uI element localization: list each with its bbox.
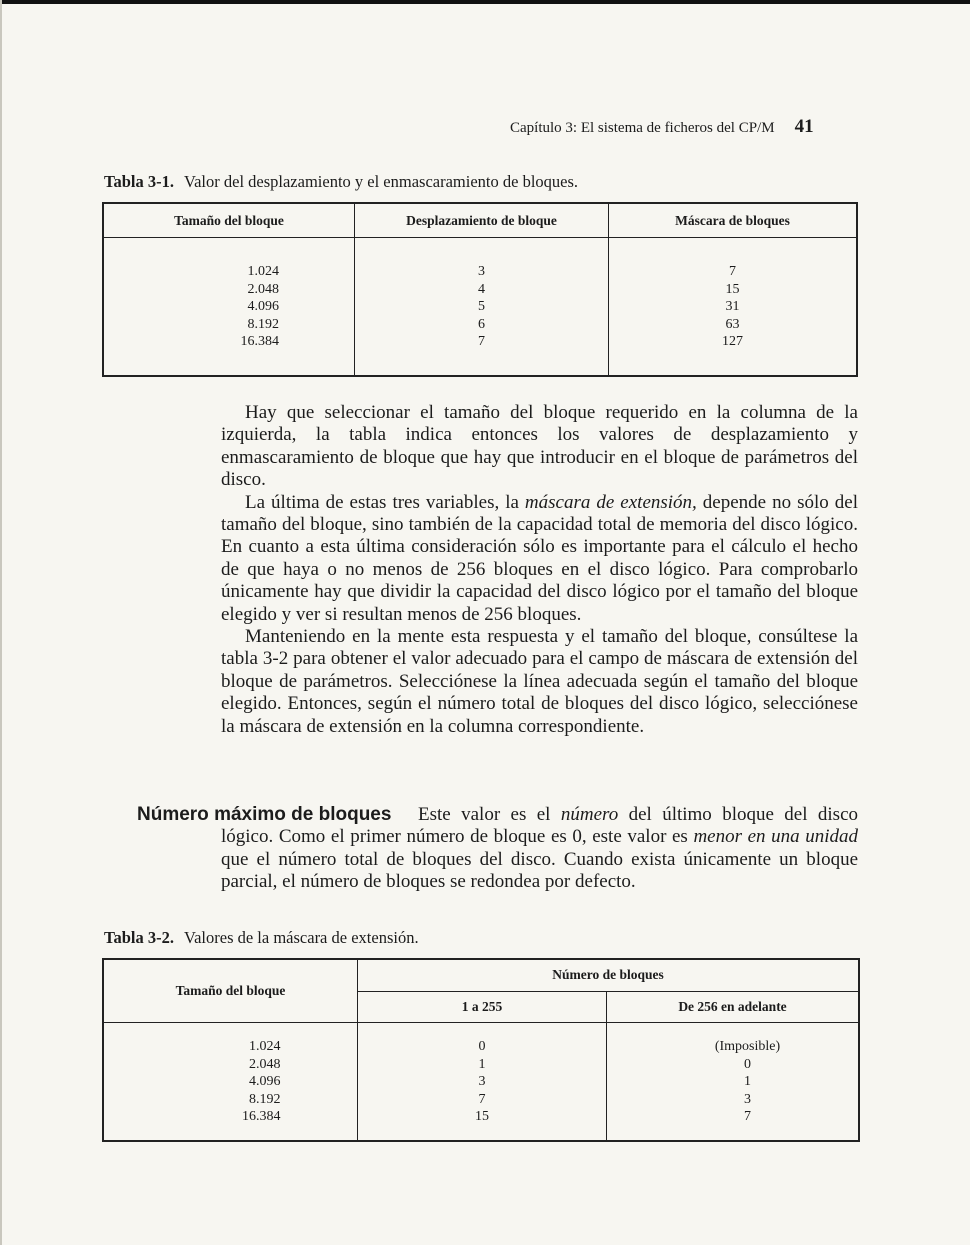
table1-value: 1.024 bbox=[247, 264, 279, 279]
table2-value: 8.192 bbox=[249, 1091, 281, 1107]
table1-title: Valor del desplazamiento y el enmascaramiento de bloques. bbox=[184, 172, 579, 191]
table1-value: 7 bbox=[478, 334, 485, 349]
table2-value: 2.048 bbox=[249, 1056, 281, 1072]
section-text: que el número total de bloques del disco. Cuando exista únicamente un bloque parcial, el número de bloques se redondea por defecto. bbox=[221, 848, 858, 893]
table2-value: 1 bbox=[478, 1056, 486, 1072]
table1-label: Tabla 3-1. bbox=[104, 172, 174, 191]
section-text: del último bloque del disco lógico. Como el primer número de bloque es 0, este valor es bbox=[221, 804, 859, 848]
table1-value: 7 bbox=[729, 264, 736, 279]
table1-cell-shifts bbox=[355, 238, 609, 376]
section-heading: Número máximo de bloques bbox=[137, 804, 392, 825]
table2-header-block-size: Tamaño del bloque bbox=[103, 959, 358, 1023]
table1-value: 3 bbox=[478, 264, 485, 279]
table2-value: 3 bbox=[478, 1074, 486, 1089]
table2-cell-1-255 bbox=[358, 1023, 607, 1141]
section-text: Este valor es el bbox=[418, 804, 561, 825]
emphasis-text: número bbox=[560, 804, 619, 825]
table-3-2 bbox=[102, 958, 860, 1142]
table1-value: 127 bbox=[722, 334, 743, 349]
paragraph bbox=[221, 492, 858, 626]
running-header bbox=[510, 116, 814, 138]
table2-title: Valores de la máscara de extensión. bbox=[184, 928, 419, 947]
table2-value: 7 bbox=[478, 1091, 486, 1107]
table1-value: 8.192 bbox=[247, 316, 279, 332]
table2-value: 15 bbox=[475, 1109, 489, 1124]
table2-value: 3 bbox=[744, 1091, 751, 1107]
page-number: 41 bbox=[794, 116, 814, 137]
table2-cell-block-sizes bbox=[103, 1023, 358, 1141]
section-body bbox=[221, 804, 858, 894]
table1-cell-masks bbox=[609, 238, 858, 376]
table2-value: 4.096 bbox=[249, 1074, 281, 1089]
body-text bbox=[221, 402, 858, 738]
table1-value: 4.096 bbox=[247, 299, 279, 314]
table2-value: 1 bbox=[744, 1074, 751, 1089]
table-3-1 bbox=[102, 202, 858, 377]
page-top-edge bbox=[0, 0, 970, 4]
page-left-edge bbox=[0, 0, 2, 1245]
table1-value: 16.384 bbox=[240, 334, 279, 349]
running-title: Capítulo 3: El sistema de ficheros del CP/M bbox=[510, 120, 775, 136]
table1-value: 63 bbox=[725, 316, 740, 332]
emphasis-text: menor en una unidad bbox=[693, 826, 859, 848]
table2-value: 16.384 bbox=[242, 1109, 281, 1124]
table1-value: 31 bbox=[725, 299, 740, 314]
table2-header-256-plus: De 256 en adelante bbox=[607, 991, 860, 1023]
table1-value: 4 bbox=[478, 281, 485, 297]
table1-value: 2.048 bbox=[247, 281, 279, 297]
table1-value: 15 bbox=[725, 281, 740, 297]
table1-header-shift: Desplazamiento de bloque bbox=[355, 203, 609, 238]
table2-value: 7 bbox=[744, 1109, 751, 1124]
table1-caption bbox=[104, 172, 578, 192]
table1-header-mask: Máscara de bloques bbox=[609, 203, 858, 238]
table1-header-block-size: Tamaño del bloque bbox=[103, 203, 355, 238]
paragraph-text: depende no sólo del tamaño del bloque, sino también de la capacidad total de memoria del disco lógico. En cuanto a esta última consideración sólo es importante para el cálculo el hecho de que haya o no menos de 256 bloques en el disco lógico. Para comprobarlo únicamente hay que dividir la capacidad del disco lógico por el tamaño del bloque elegido y ver si resultan menos de 256 bloques. bbox=[221, 491, 858, 625]
table2-value: 0 bbox=[478, 1039, 486, 1054]
table2-header-group: Número de bloques bbox=[358, 959, 860, 991]
table2-header-1-255: 1 a 255 bbox=[358, 991, 607, 1023]
emphasis-text: máscara de extensión, bbox=[524, 491, 697, 513]
table1-cell-block-sizes bbox=[103, 238, 355, 376]
table2-cell-256-plus bbox=[607, 1023, 860, 1141]
paragraph: Manteniendo en la mente esta respuesta y el tamaño del bloque, consúltese la tabla 3-2 para obtener el valor adecuado para el campo de máscara de extensión del bloque de parámetros. Selecciónese la línea adecuada según el tamaño del bloque elegido. Entonces, según el número total de bloques del disco lógico, selecciónese la máscara de extensión en la columna correspondiente. bbox=[221, 626, 858, 737]
table1-value: 6 bbox=[478, 316, 485, 332]
table2-value: 0 bbox=[744, 1056, 751, 1072]
table2-caption bbox=[104, 928, 419, 948]
paragraph: Hay que seleccionar el tamaño del bloque requerido en la columna de la izquierda, la tabla indica entonces los valores de desplazamiento y enmascaramiento de bloque que hay que introducir en el bloque de parámetros del disco. bbox=[221, 402, 858, 491]
table2-value: 1.024 bbox=[249, 1039, 281, 1054]
table2-value: (Imposible) bbox=[714, 1039, 781, 1054]
table2-label: Tabla 3-2. bbox=[104, 928, 174, 947]
paragraph-text: La última de estas tres variables, la bbox=[245, 491, 525, 513]
table1-value: 5 bbox=[478, 299, 485, 314]
